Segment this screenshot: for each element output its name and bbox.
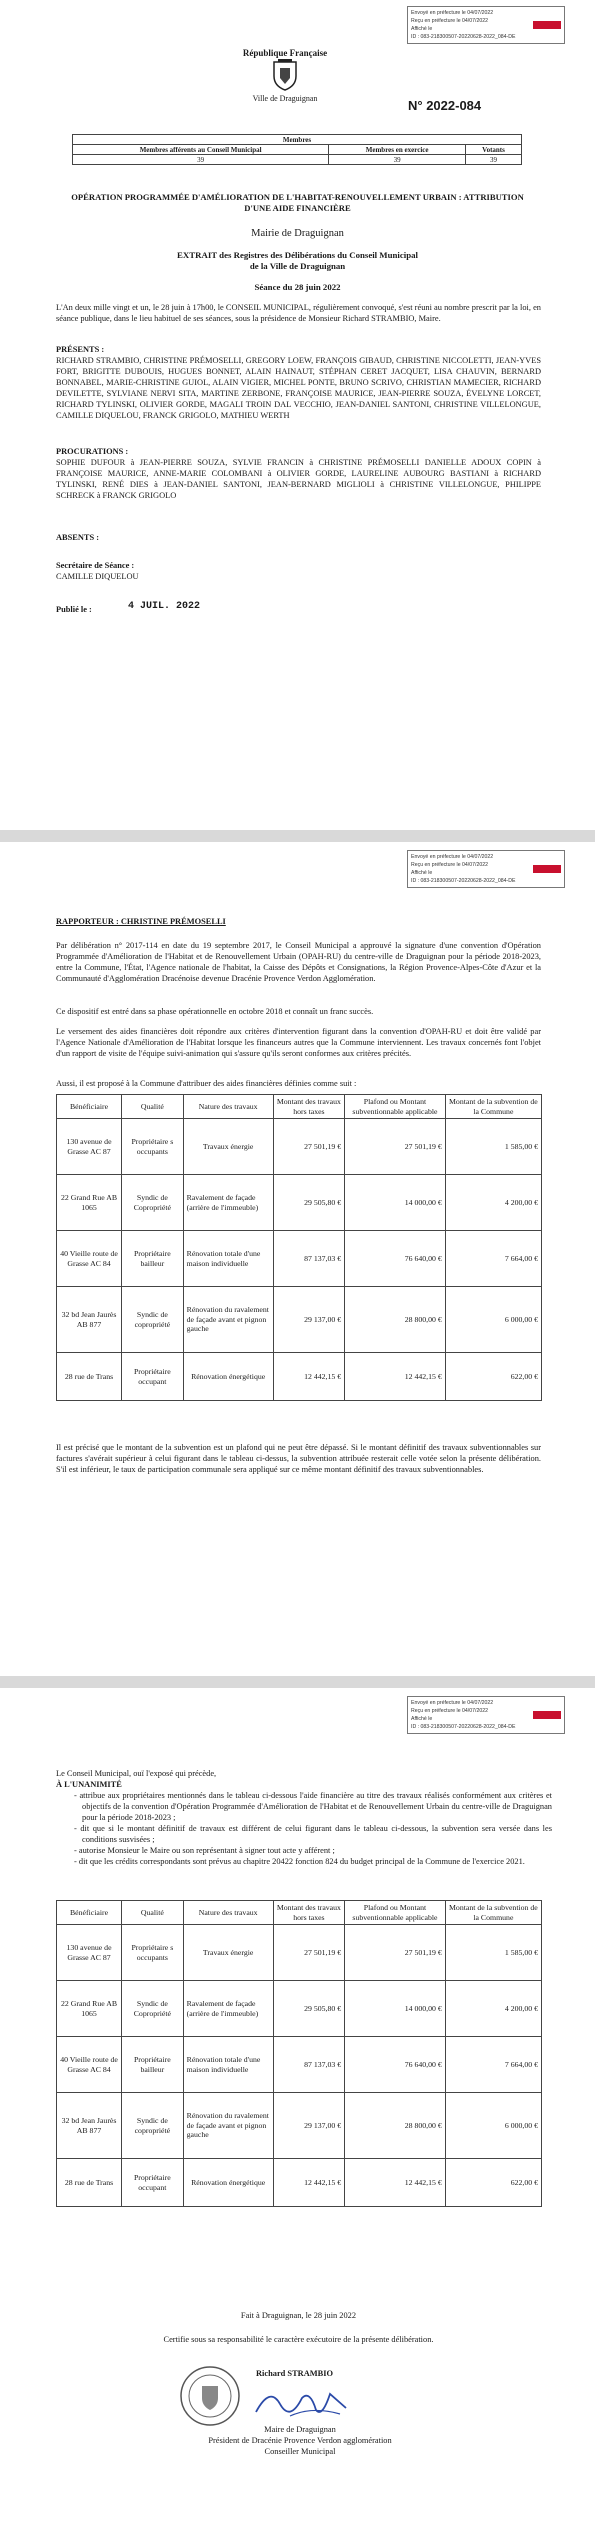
decision-list bbox=[64, 1790, 552, 1867]
table-row: 28 rue de Trans Propriétaire occupant Rénovation énergétique 12 442,15 € 12 442,15 € 622,00 € bbox=[57, 1353, 542, 1401]
table-row: 22 Grand Rue AB 1065 Syndic de Copropriété Ravalement de façade (arrière de l'immeuble) 29 505,80 € 14 000,00 € 4 200,00 € bbox=[57, 1981, 542, 2037]
published-label: Publié le : bbox=[56, 605, 92, 614]
members-table: Membres Membres afférents au Conseil Municipal Membres en exercice Votants 39 39 39 bbox=[72, 134, 522, 165]
paragraph-4: Aussi, il est proposé à la Commune d'attribuer des aides financières définies comme suit : bbox=[56, 1079, 357, 1088]
page-1 bbox=[0, 0, 595, 830]
table-row: 32 bd Jean Jaurès AB 877 Syndic de copropriété Rénovation du ravalement de façade avant et pignon gauche 29 137,00 € 28 800,00 € 6 000,00 € bbox=[57, 1287, 542, 1353]
signatory-role: Maire de Draguignan Président de Dracénie Provence Verdon agglomération Conseiller Municipal bbox=[208, 2425, 392, 2456]
paragraph-2: Ce dispositif est entré dans sa phase opérationnelle en octobre 2018 et connaît un franc succès. bbox=[56, 1007, 374, 1016]
unanimity-label: À L'UNANIMITÉ bbox=[56, 1780, 122, 1789]
official-seal-icon bbox=[178, 2364, 242, 2428]
town-crest-icon bbox=[270, 58, 300, 92]
mairie-label: Mairie de Draguignan bbox=[251, 228, 344, 239]
rapporteur-label: RAPPORTEUR : CHRISTINE PRÉMOSELLI bbox=[56, 917, 226, 926]
subsidy-table: Bénéficiaire Qualité Nature des travaux Montant des travaux hors taxes Plafond ou Montant subventionnable applicable Montant de la subvention de la Commune 130 avenue de Grasse AC 87 Propriétaire s occupants Travaux énergie 27 501,19 € 27 501,19 € 1 585,00 € 22 Grand Rue AB 1065 Syndic de Copropriété Ravalement de façade (arrière de l'immeuble) 29 505,80 € 14 000,00 € 4 200,00 € 40 Vieille route de Grasse AC 84 Propriétaire bailleur Rénovation totale d'une maison individuelle 87 137,03 € 76 640,00 € 7 664,00 € 32 bd Jean Jaurès AB 877 Syndic de copropriété Rénovation du ravalement de façade avant et pignon gauche 29 137,00 € 28 800,00 € 6 000,00 € 28 rue de Trans Propriétaire occupant Rénovation énergétique 12 442,15 € 12 442,15 € 622,00 € bbox=[56, 1094, 542, 1401]
paragraph-1: Par délibération n° 2017-114 en date du 19 septembre 2017, le Conseil Municipal a approuvé la signature d'une convention d'Opération Programmée d'Amélioration de l'Habitat et de Renouvellement Urbain (OPAH-RU) du centre-ville de Draguignan pour la période 2018-2023, entre la Commune, l'État, l'Agence nationale de l'habitat, la Caisse des Dépôts et Consignations, la Région Provence-Alpes-Côte d'Azur et la Communauté d'Agglomération Dracénoise devenue Dracénie Provence Verdon Agglomération. bbox=[56, 941, 541, 983]
certification-text: Certifie sous sa responsabilité le caractère exécutoire de la présente délibération. bbox=[163, 2335, 434, 2344]
table-row: 32 bd Jean Jaurès AB 877 Syndic de copropriété Rénovation du ravalement de façade avant et pignon gauche 29 137,00 € 28 800,00 € 6 000,00 € bbox=[57, 2093, 542, 2159]
deliberation-title: OPÉRATION PROGRAMMÉE D'AMÉLIORATION DE L'HABITAT-RENOUVELLEMENT URBAIN : ATTRIBUTION D'UNE AIDE FINANCIÈRE bbox=[71, 192, 524, 213]
published-date: 4 JUIL. 2022 bbox=[128, 601, 201, 612]
table-row: 130 avenue de Grasse AC 87 Propriétaire s occupants Travaux énergie 27 501,19 € 27 501,19 € 1 585,00 € bbox=[57, 1119, 542, 1175]
presents-list: RICHARD STRAMBIO, CHRISTINE PRÉMOSELLI, GREGORY LOEW, FRANÇOIS GIBAUD, CHRISTINE NICCOLETTI, JEAN-YVES FORT, BRIGITTE DUBOUIS, HUGUES BONNET, ALAIN HAINAUT, STÉPHAN CERET JACQUET, LISA CHAUVIN, BERNARD BONNABEL, MARIE-CHRISTINE GUIOL, ALAIN VIGIER, MICHEL PONTE, BRUNO SCRIVO, CHRISTIAN MAMECIER, RICHARD DEVILETTE, SYLVIANE NERVI SITA, MARTINE ZERBONE, FRANÇOISE MAURICE, JEAN-PIERRE SOUZA, ÉVELYNE LORCET, RICHARD TYLINSKI, OLIVIER GORDE, MAGALI TROIN DAL VECCHIO, JEAN-DANIEL SANTONI, CHRISTINE VILLELONGUE, CAMILLE DIQUELOU, FRANCK GRIGOLO, MATHIEU WERTH bbox=[56, 356, 541, 420]
table-row: 22 Grand Rue AB 1065 Syndic de Copropriété Ravalement de façade (arrière de l'immeuble) 29 505,80 € 14 000,00 € 4 200,00 € bbox=[57, 1175, 542, 1231]
deliberation-number: N° 2022-084 bbox=[408, 98, 482, 113]
presents-label: PRÉSENTS : bbox=[56, 345, 105, 354]
table-row: 40 Vieille route de Grasse AC 84 Propriétaire bailleur Rénovation totale d'une maison individuelle 87 137,03 € 76 640,00 € 7 664,00 € bbox=[57, 2037, 542, 2093]
procurations-list: SOPHIE DUFOUR à JEAN-PIERRE SOUZA, SYLVIE FRANCIN à CHRISTINE PRÉMOSELLI DANIELLE ADOUX COPIN à FRANÇOISE MAURICE, ANNE-MARIE COLOMBANI à OLIVIER GORDE, LAURELINE AUBOURG BASTIANI à RICHARD TYLINSKI, RENÉ DIES à JEAN-DANIEL SANTONI, JEAN-BERNARD MIGLIOLI à CHRISTINE VILLELONGUE, PHILIPPE SCHRECK à FRANCK GRIGOLO bbox=[56, 458, 541, 500]
republic-label: République Française bbox=[242, 48, 328, 58]
intro-text: L'An deux mille vingt et un, le 28 juin à 17h00, le CONSEIL MUNICIPAL, régulièrement convoqué, s'est réuni au nombre prescrit par la loi, en séance publique, dans le lieu habituel de ses séances, sous la présidence de Monsieur Richard STRAMBIO, Maire. bbox=[56, 303, 541, 323]
secretary-name: CAMILLE DIQUELOU bbox=[56, 572, 139, 581]
table-row: 40 Vieille route de Grasse AC 84 Propriétaire bailleur Rénovation totale d'une maison individuelle 87 137,03 € 76 640,00 € 7 664,00 € bbox=[57, 1231, 542, 1287]
page-3 bbox=[0, 1688, 595, 2536]
done-at: Fait à Draguignan, le 28 juin 2022 bbox=[240, 2311, 357, 2320]
list-item: - autorise Monsieur le Maire ou son représentant à signer tout acte y afférent ; bbox=[82, 1845, 552, 1856]
signature-icon bbox=[250, 2382, 360, 2422]
absents-label: ABSENTS : bbox=[56, 533, 100, 542]
procurations-label: PROCURATIONS : bbox=[56, 447, 129, 456]
list-item: - attribue aux propriétaires mentionnés dans le tableau ci-dessous l'aide financière au titre des travaux réalisés conformément aux critères et objectifs de la convention d'Opération Programmée d'Amélioration de l'Habitat et de Renouvellement Urbain du centre-ville de Draguignan pour la période 2018-2023 ; bbox=[82, 1790, 552, 1823]
extract-title: EXTRAIT des Registres des Délibérations du Conseil Municipal de la Ville de Draguignan bbox=[177, 250, 418, 271]
secretary-label: Secrétaire de Séance : bbox=[56, 561, 135, 570]
signatory-name: Richard STRAMBIO bbox=[256, 2369, 334, 2378]
town-label: Ville de Draguignan bbox=[252, 94, 318, 103]
stamp-badge bbox=[533, 865, 561, 873]
council-intro: Le Conseil Municipal, ouï l'exposé qui précède, bbox=[56, 1769, 217, 1778]
list-item: - dit que si le montant définitif de travaux est différent de celui figurant dans le tableau ci-dessous, la subvention sera versée dans les conditions susvisées ; bbox=[82, 1823, 552, 1845]
prefecture-stamp: Envoyé en préfecture le 04/07/2022 Reçu en préfecture le 04/07/2022 Affiché le ID : 083-218300507-20220628-2022_084-DE bbox=[407, 850, 565, 888]
table-row: 28 rue de Trans Propriétaire occupant Rénovation énergétique 12 442,15 € 12 442,15 € 622,00 € bbox=[57, 2159, 542, 2207]
list-item: - dit que les crédits correspondants sont prévus au chapitre 20422 fonction 824 du budget principal de la Commune de l'exercice 2021. bbox=[82, 1856, 552, 1867]
prefecture-stamp: Envoyé en préfecture le 04/07/2022 Reçu en préfecture le 04/07/2022 Affiché le ID : 083-218300507-20220628-2022_084-DE bbox=[407, 1696, 565, 1734]
page-2 bbox=[0, 842, 595, 1676]
paragraph-3: Le versement des aides financières doit répondre aux critères d'intervention figurant dans la convention d'OPAH-RU et doit être validé par l'Agence Nationale d'Amélioration de l'Habitat lorsque les financeurs autres que la Commune interviennent. Les travaux concernés font l'objet d'un rapport de visite de l'équipe suivi-animation qui s'assure qu'ils seront conformes aux critères précités. bbox=[56, 1027, 541, 1058]
table-row: 130 avenue de Grasse AC 87 Propriétaire s occupants Travaux énergie 27 501,19 € 27 501,19 € 1 585,00 € bbox=[57, 1925, 542, 1981]
prefecture-stamp: Envoyé en préfecture le 04/07/2022 Reçu en préfecture le 04/07/2022 Affiché le ID : 083-218300507-20220628-2022_084-DE bbox=[407, 6, 565, 44]
session-date: Séance du 28 juin 2022 bbox=[254, 282, 341, 292]
stamp-badge bbox=[533, 1711, 561, 1719]
subsidy-table: Bénéficiaire Qualité Nature des travaux Montant des travaux hors taxes Plafond ou Montant subventionnable applicable Montant de la subvention de la Commune 130 avenue de Grasse AC 87 Propriétaire s occupants Travaux énergie 27 501,19 € 27 501,19 € 1 585,00 € 22 Grand Rue AB 1065 Syndic de Copropriété Ravalement de façade (arrière de l'immeuble) 29 505,80 € 14 000,00 € 4 200,00 € 40 Vieille route de Grasse AC 84 Propriétaire bailleur Rénovation totale d'une maison individuelle 87 137,03 € 76 640,00 € 7 664,00 € 32 bd Jean Jaurès AB 877 Syndic de copropriété Rénovation du ravalement de façade avant et pignon gauche 29 137,00 € 28 800,00 € 6 000,00 € 28 rue de Trans Propriétaire occupant Rénovation énergétique 12 442,15 € 12 442,15 € 622,00 € bbox=[56, 1900, 542, 2207]
stamp-badge bbox=[533, 21, 561, 29]
paragraph-5: Il est précisé que le montant de la subvention est un plafond qui ne peut être dépassé. Si le montant définitif des travaux subventionnables sur factures s'avérait supérieur à celui figurant dans le tableau ci-dessus, la subvention attribuée resterait celle votée selon la présente délibération. S'il est inférieur, le taux de participation communale sera appliqué sur ce même montant définitif des travaux subventionnables. bbox=[56, 1443, 541, 1474]
